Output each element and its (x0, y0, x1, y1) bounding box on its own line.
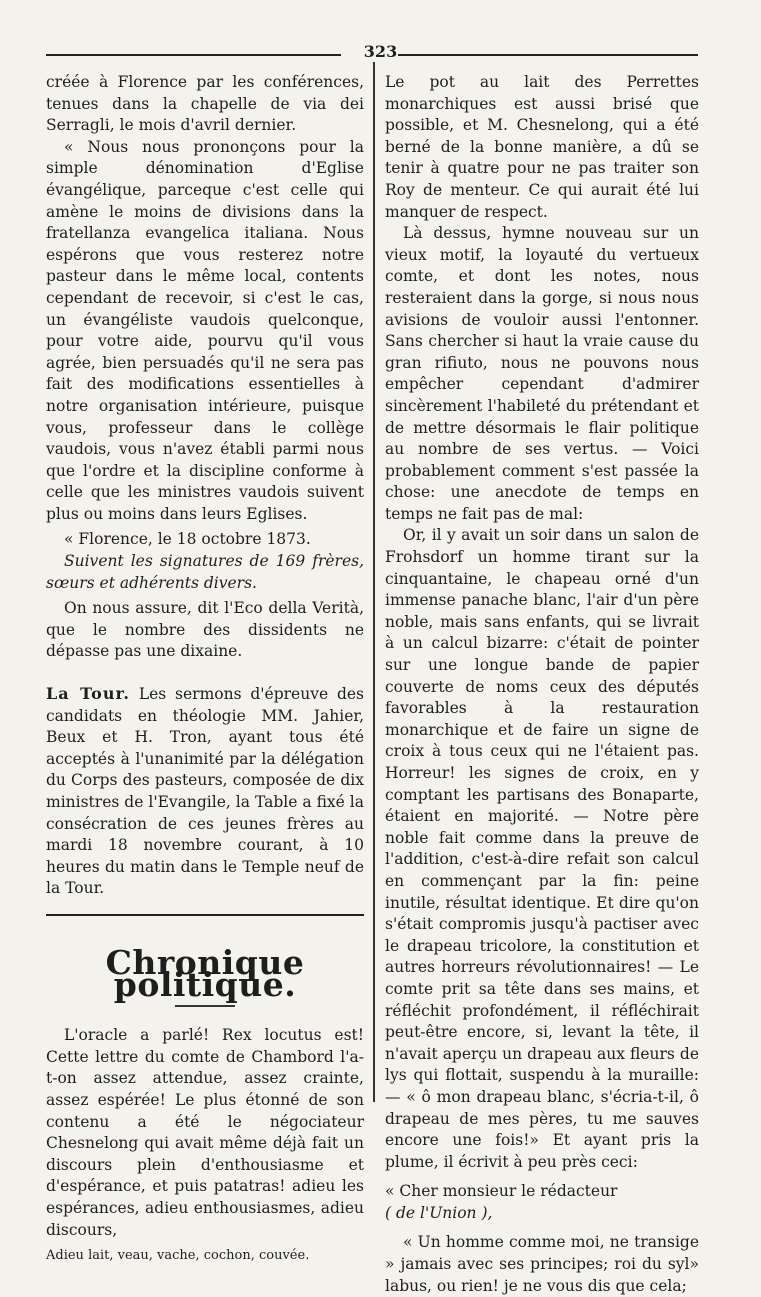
chronique-heading: Chronique politique. (105, 942, 305, 1004)
left-paragraph-2: « Nous nous prononçons pour la simple dénomination d'Eglise évangélique, parceque c'est celle qui amène le moins de divisions dans la fratellanza evangelica italiana. Nous espérons que vous resterez notre pasteur dans le même local, contents cependant de recevoir, si c'est le cas, un évangéliste vaudois quelconque, pour votre aide, pourvu qu'il vous agrée, bien persuadés qu'il ne sera pas fait des modifications essentielles à notre organisation intérieure, puisque vous, professeur dans le collège vaudois, vous n'avez établi parmi nous que l'ordre et la discipline conforme à celle que les ministres vaudois suivent plus ou moins dans leurs Eglises. (46, 137, 364, 523)
right-paragraph-2: Là dessus, hymne nouveau sur un vieux motif, la loyauté du vertueux comte, et dont les notes, nous resteraient dans la gorge, si nous nous avisions de vouloir aussi l'entonner. Sans chercher si haut la vraie cause du gran rifiuto, nous ne pouvons nous empêcher cependant d'admirer sincèrement l'habileté du prétendant et de mettre désormais le flair politique au nombre de ses vertus. — Voici probablement comment s'est passée la chose: une anecdote de temps en temps ne fait pas de mal: (385, 224, 699, 523)
page-number: 323 (363, 42, 398, 61)
left-column (46, 72, 364, 1267)
right-column (385, 72, 699, 1297)
la-tour-text: Les sermons d'épreuve des candidats en théologie MM. Jahier, Beux et H. Tron, ayant tous été acceptés à l'unanimité par la délégation du Corps des pasteurs, composée de dix ministres de l'Evangile, la Table a fixé la consécration de ces jeunes frères au mardi 18 novembre courant, à 10 heures du matin dans le Temple neuf de la Tour. (46, 685, 365, 898)
letter-addressee: ( de l'Union ), (385, 1203, 493, 1222)
left-paragraph-dissidents: On nous assure, dit l'Eco della Verità, que le nombre des dissidents ne dépasse pas une dixaine. (46, 599, 364, 661)
right-paragraph-1: Le pot au lait des Perrettes monarchiques est aussi brisé que possible, et M. Chesnelong, qui a été berné de la bonne manière, a dû se tenir à quatre pour ne pas traiter son Roy de menteur. Ce qui aurait été lui manquer de respect. (385, 73, 699, 221)
letter-salutation: « Cher monsieur le rédacteur (385, 1182, 618, 1201)
left-paragraph-1: créée à Florence par les conférences, tenues dans la chapelle de via dei Serragli, le mois d'avril dernier. (46, 73, 364, 135)
right-paragraph-3: Or, il y avait un soir dans un salon de Frohsdorf un homme tirant sur la cinquantaine, le chapeau orné d'un immense panache blanc, l'air d'un père noble, mais sans enfants, qui se livrait à un calcul bizarre: c'était de pointer sur une longue bande de papier couverte de noms ceux des députés favorables à la restauration monarchique et de faire un signe de croix à tous ceux qui ne l'étaient pas. Horreur! les signes de croix, en y comptant les partisans des Bonaparte, étaient en majorité. — Notre père noble fait comme dans la preuve de l'addition, c'est-à-dire refait son calcul en commençant par la fin: peine inutile, résultat identique. Et dire qu'on s'était compromis jusqu'à pactiser avec le drapeau tricolore, la constitution et autres horreurs révolutionnaires! — Le comte prit sa tête dans ses mains, et réfléchit profondément, il réfléchirait peut-être encore, si, levant la tête, il n'avait aperçu un drapeau aux fleurs de lys qui flottait, suspendu à la muraille: — « ô mon drapeau blanc, s'écria-t-il, ô drapeau de mes pères, tu me sauves encore une fois!» Et ayant pris la plume, il écrivit à peu près ceci: (385, 526, 699, 1171)
header-rule-right (398, 54, 698, 56)
left-date-line: « Florence, le 18 octobre 1873. (64, 530, 311, 549)
left-closing-line: Adieu lait, veau, vache, cochon, couvée. (46, 1248, 310, 1264)
left-signatures-note: Suivent les signatures de 169 frères, sœurs et adhérents divers. (46, 552, 364, 592)
la-tour-label: La Tour. (46, 684, 130, 704)
heading-dash (175, 1005, 235, 1007)
left-paragraph-oracle: L'oracle a parlé! Rex locutus est! Cette lettre du comte de Chambord l'a-t-on assez attendue, assez crainte, assez espérée! Le plus étonné de son contenu a été le négociateur Chesnelong qui avait même déjà fait un discours plein d'enthousiasme et d'espérance, et puis patatras! adieu les espérances, adieu enthousiasmes, adieu discours, (46, 1026, 364, 1239)
section-separator (46, 914, 364, 916)
la-tour-section (46, 683, 364, 900)
letter-body: « Un homme comme moi, ne transige » jamais avec ses principes; roi du syl» labus, ou rien! je ne vous dis que cela; (385, 1233, 699, 1295)
column-divider (373, 62, 375, 1102)
